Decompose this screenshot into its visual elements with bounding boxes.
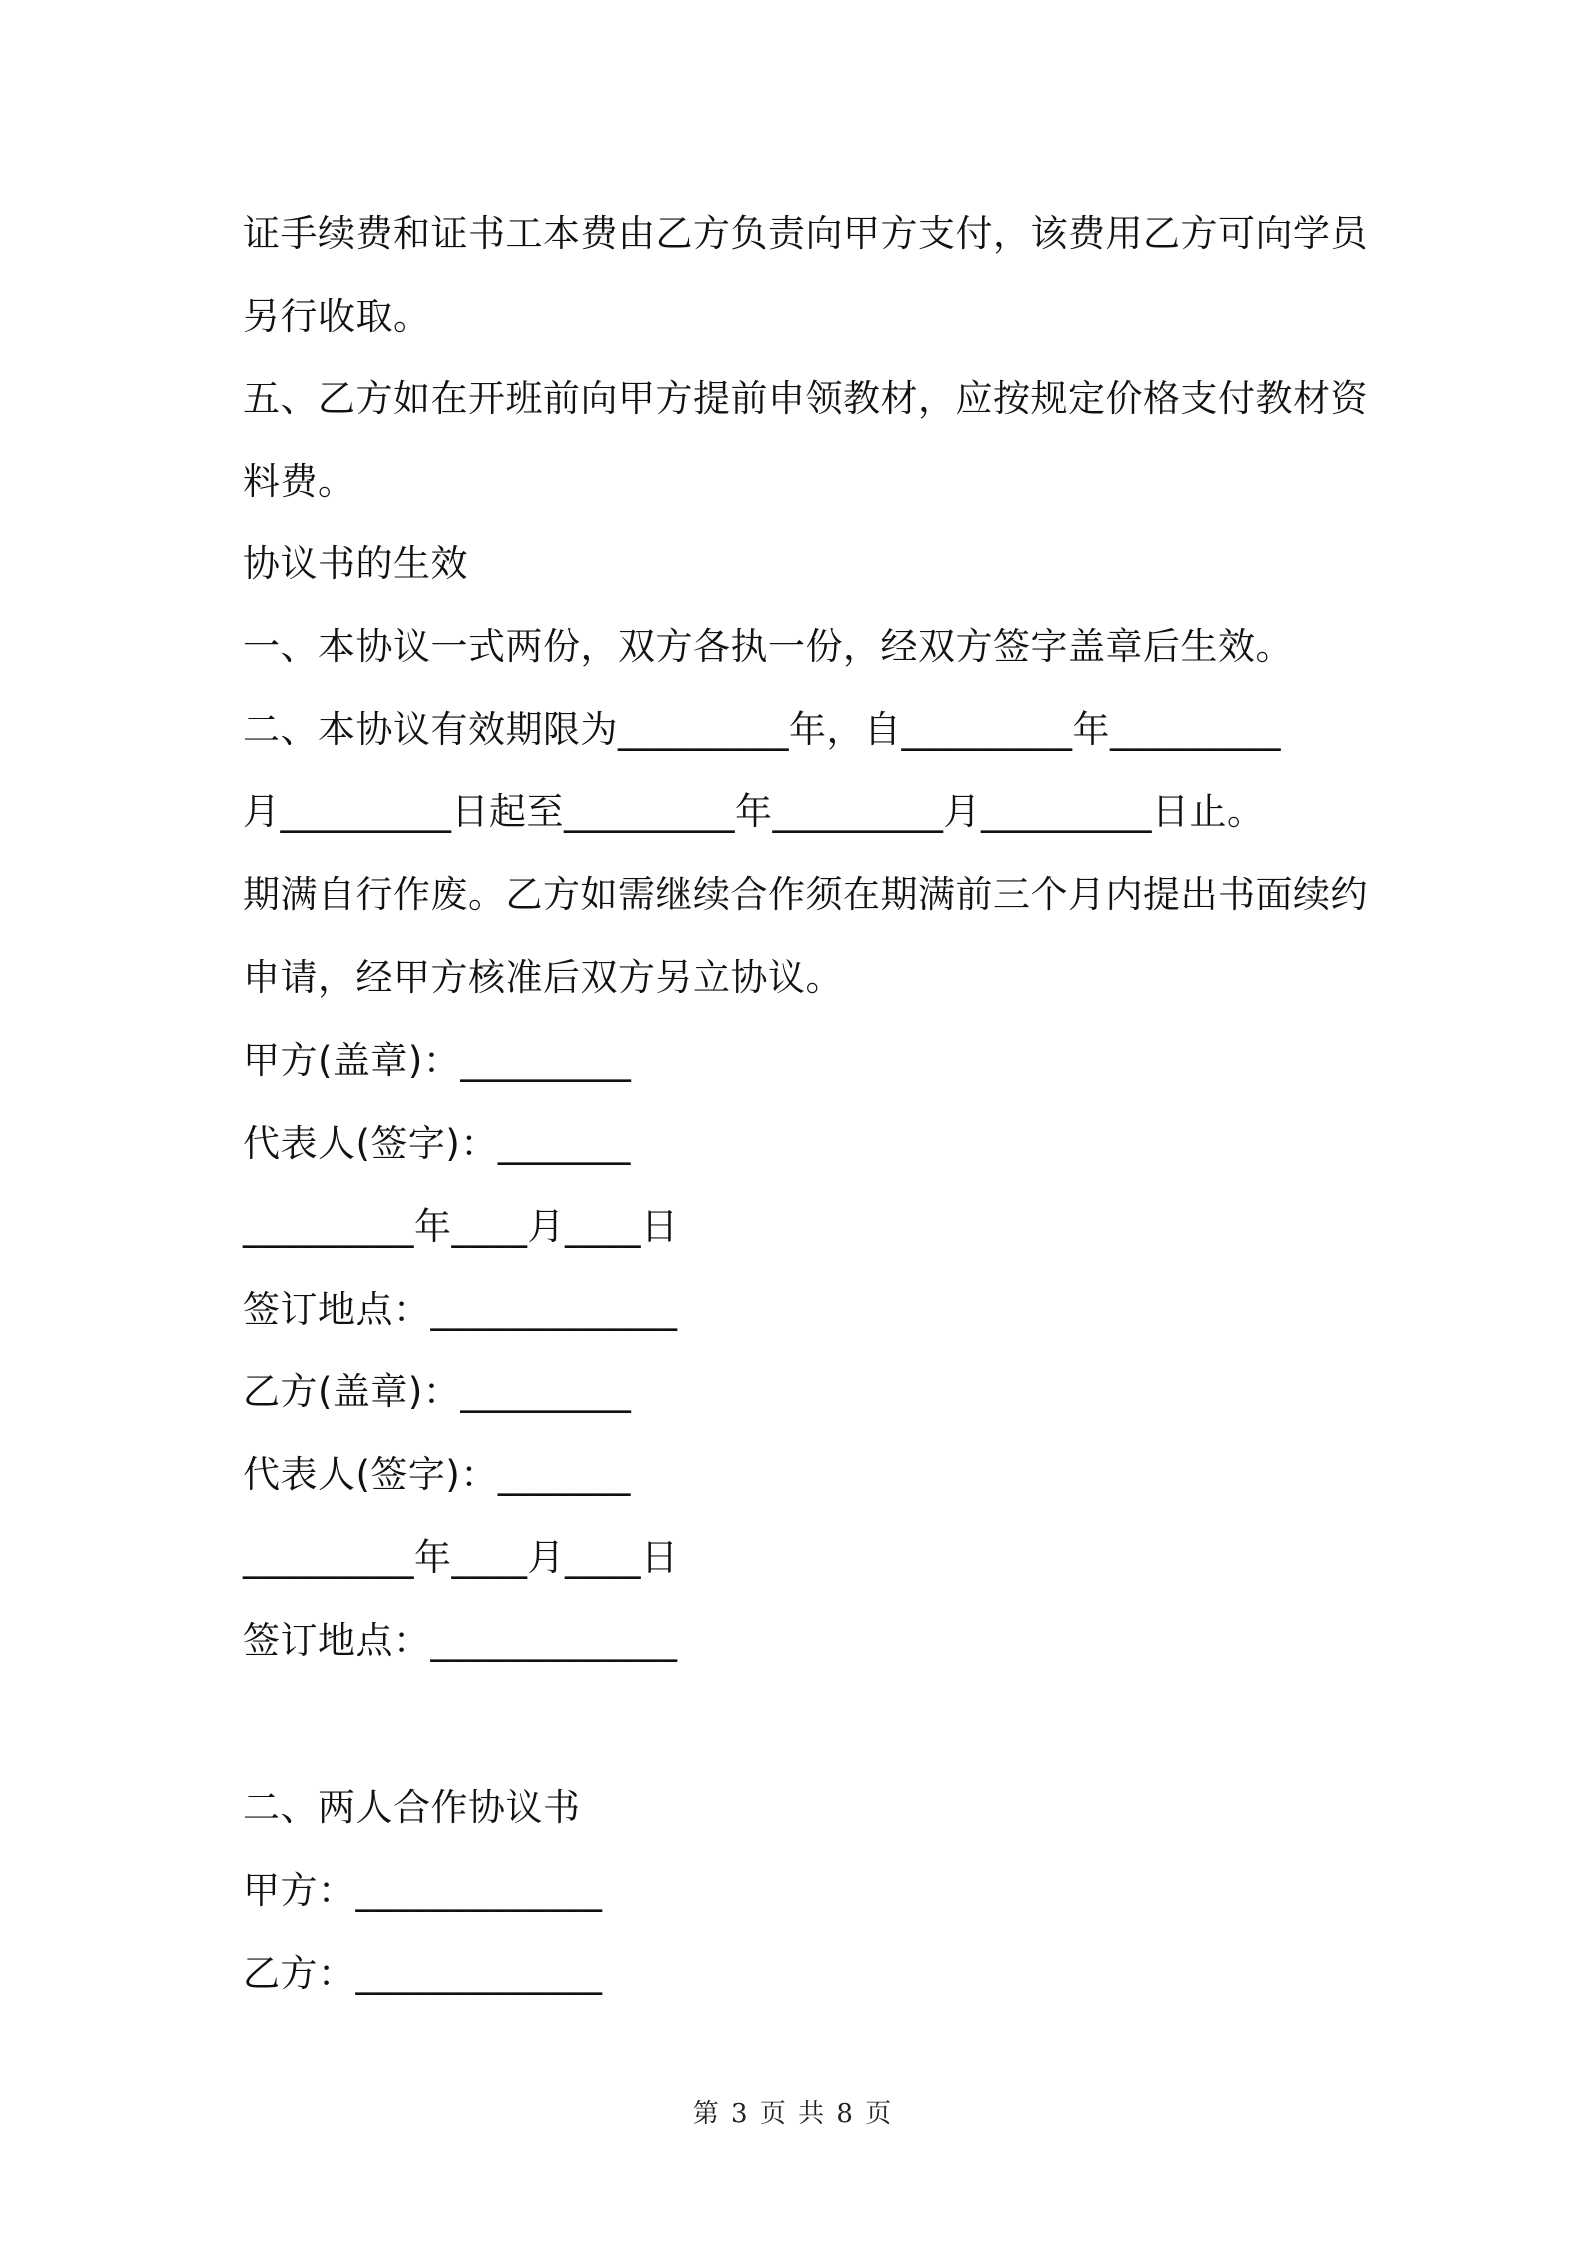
page-footer: 第 3 页 共 8 页 [692, 2099, 894, 2129]
section-heading: 协议书的生效 [243, 542, 468, 585]
body-line: 期满自行作废。乙方如需继续合作须在期满前三个月内提出书面续约 [243, 873, 1368, 916]
body-line: 二、本协议有效期限为_________年，自_________年_________ [243, 708, 1281, 751]
signature-line: 代表人(签字)：_______ [243, 1453, 631, 1496]
body-line: 证手续费和证书工本费由乙方负责向甲方支付，该费用乙方可向学员 [243, 212, 1368, 255]
party-line: 乙方：_____________ [243, 1952, 603, 1995]
place-line: 签订地点：_____________ [243, 1288, 678, 1331]
place-line: 签订地点：_____________ [243, 1619, 678, 1662]
body-line: 一、本协议一式两份，双方各执一份，经双方签字盖章后生效。 [243, 625, 1293, 668]
date-line: _________年____月____日 [243, 1205, 679, 1248]
signature-line: 甲方(盖章)：_________ [243, 1039, 632, 1082]
body-line: 申请，经甲方核准后双方另立协议。 [243, 956, 843, 999]
date-line: _________年____月____日 [243, 1536, 679, 1579]
body-line: 料费。 [243, 460, 356, 503]
signature-line: 代表人(签字)：_______ [243, 1122, 631, 1165]
section-heading: 二、两人合作协议书 [243, 1786, 581, 1829]
body-line: 五、乙方如在开班前向甲方提前申领教材，应按规定价格支付教材资 [243, 377, 1368, 420]
body-line: 另行收取。 [243, 295, 431, 338]
signature-line: 乙方(盖章)：_________ [243, 1370, 632, 1413]
body-line: 月_________日起至_________年_________月_________日止。 [243, 790, 1265, 833]
party-line: 甲方：_____________ [243, 1869, 603, 1912]
